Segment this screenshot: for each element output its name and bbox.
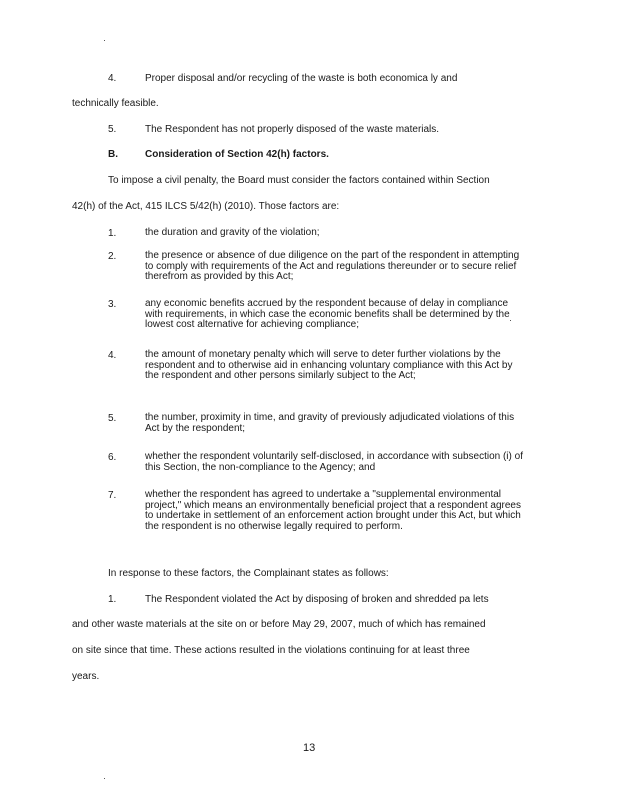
factor-text: whether the respondent has agreed to undertake a "supplemental environmental project," which means an environmentally beneficial project that a respondent agrees to undertake in settlement of an enforcement action brought under this Act, but which the respondent is no otherwise legally required to perform. (145, 489, 521, 532)
intro-line1: To impose a civil penalty, the Board must consider the factors contained within Section (108, 175, 490, 186)
response1-line3: on site since that time. These actions resulted in the violations continuing for at least three (72, 645, 470, 656)
factor-number: 2. (108, 251, 117, 262)
response-intro: In response to these factors, the Complainant states as follows: (108, 568, 389, 579)
factor-text: the duration and gravity of the violation; (145, 227, 320, 238)
intro-line2: 42(h) of the Act, 415 ILCS 5/42(h) (2010). Those factors are: (72, 201, 340, 212)
factor-number: 3. (108, 299, 117, 310)
response1-number: 1. (108, 594, 117, 605)
page-number: 13 (303, 742, 316, 754)
response1-line4: years. (72, 671, 100, 682)
item4-line2: technically feasible. (72, 98, 159, 109)
factor-text: any economic benefits accrued by the respondent because of delay in compliance with requirements, in which case the economic benefits shall be determined by the lowest cost alternative for achieving compliance; (145, 298, 510, 330)
factor-number: 6. (108, 452, 117, 463)
section-heading: Consideration of Section 42(h) factors. (145, 149, 329, 160)
response1-line1: The Respondent violated the Act by disposing of broken and shredded pa lets (145, 594, 489, 605)
factor-number: 4. (108, 350, 117, 361)
scan-speck (104, 40, 105, 41)
item5-text: The Respondent has not properly disposed of the waste materials. (145, 124, 440, 135)
response1-line2: and other waste materials at the site on or before May 29, 2007, much of which has remained (72, 619, 486, 630)
factor-number: 1. (108, 228, 117, 239)
factor-text: the amount of monetary penalty which will serve to deter further violations by the respondent and to otherwise aid in enhancing voluntary compliance with this Act by the respondent and other persons similarly subject to the Act; (145, 349, 513, 381)
factor-number: 5. (108, 413, 117, 424)
item4-number: 4. (108, 73, 117, 84)
scan-speck (104, 778, 105, 779)
factor-text: whether the respondent voluntarily self-disclosed, in accordance with subsection (i) of this Section, the non-compliance to the Agency; and (145, 451, 523, 473)
factor-text: the presence or absence of due diligence on the part of the respondent in attempting to comply with requirements of the Act and regulations thereunder or to secure relief therefrom as provided by this Act; (145, 250, 520, 282)
item4-line1: Proper disposal and/or recycling of the waste is both economica ly and (145, 73, 458, 84)
item5-number: 5. (108, 124, 117, 135)
section-letter: B. (108, 149, 118, 160)
factor-text: the number, proximity in time, and gravity of previously adjudicated violations of this Act by the respondent; (145, 412, 515, 434)
factor-number: 7. (108, 490, 117, 501)
